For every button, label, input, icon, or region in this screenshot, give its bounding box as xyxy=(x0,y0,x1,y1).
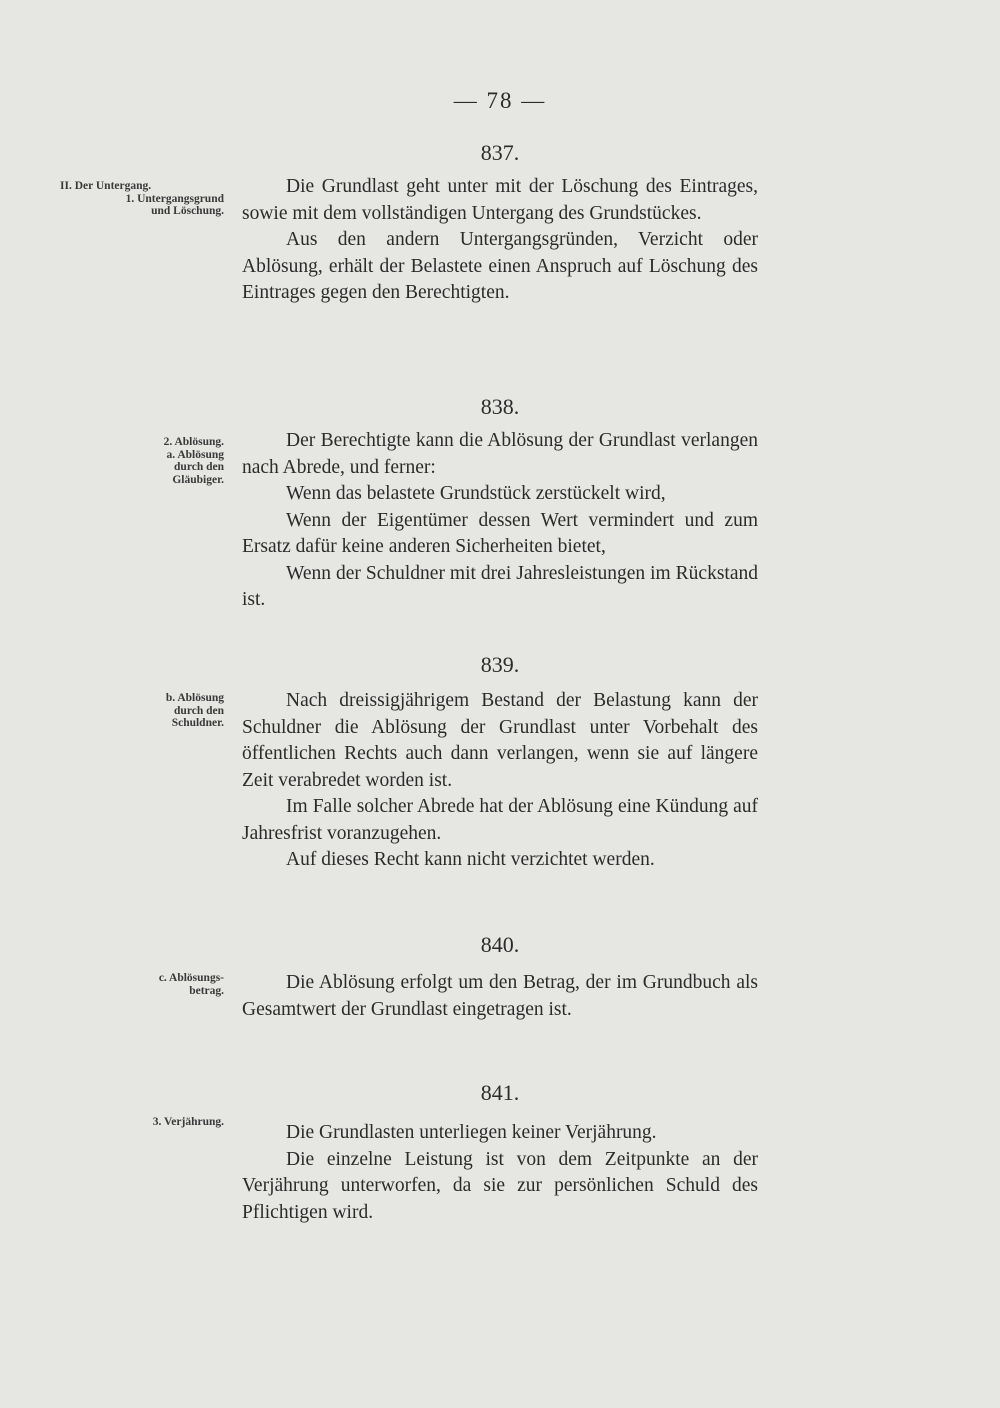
article-number-838: 838. xyxy=(480,394,520,419)
margin-note-838 xyxy=(60,436,224,486)
margin-line: 1. Untergangsgrund xyxy=(125,192,224,205)
margin-line: c. Ablösungs- xyxy=(158,972,224,984)
margin-line: Gläubiger. xyxy=(172,473,224,486)
article-body-840 xyxy=(242,970,758,1023)
paragraph: Die Grundlasten unterliegen keiner Verjährung. xyxy=(286,1122,657,1143)
article-number-840: 840. xyxy=(480,932,520,957)
paragraph: Der Berechtigte kann die Ablösung der Grundlast verlangen nach Abrede, und ferner: xyxy=(242,430,758,478)
article-body-841 xyxy=(242,1120,758,1226)
margin-line: II. Der Untergang. xyxy=(60,180,152,192)
paragraph: Aus den andern Untergangsgründen, Verzicht oder Ablösung, erhält der Belastete einen Anspruch auf Löschung des Eintrages gegen den Berechtigten. xyxy=(242,229,758,303)
article-body-837 xyxy=(242,174,758,307)
article-number-839: 839. xyxy=(480,652,520,677)
paragraph: Wenn das belastete Grundstück zerstückelt wird, xyxy=(286,483,666,504)
paragraph: Nach dreissigjährigem Bestand der Belastung kann der Schuldner die Ablösung der Grundlast unter Vorbehalt des öffentlichen Rechts auch dann verlangen, wenn sie auf längere Zeit verabredet worden ist. xyxy=(242,690,758,791)
margin-line: durch den xyxy=(174,704,224,717)
margin-line: betrag. xyxy=(189,984,224,997)
margin-line: b. Ablösung xyxy=(165,692,224,704)
margin-line: 2. Ablösung. xyxy=(163,436,224,448)
margin-note-841 xyxy=(60,1116,224,1129)
paragraph: Die einzelne Leistung ist von dem Zeitpunkte an der Verjährung unterworfen, da sie zur persönlichen Schuld des Pflichtigen wird. xyxy=(242,1148,758,1223)
page-number: — 78 — xyxy=(453,88,547,113)
margin-note-839 xyxy=(60,692,224,730)
paragraph: Wenn der Schuldner mit drei Jahresleistungen im Rückstand ist. xyxy=(242,562,758,610)
article-number-837: 837. xyxy=(480,140,520,165)
margin-line: und Löschung. xyxy=(151,205,224,217)
margin-line: 3. Verjährung. xyxy=(152,1116,224,1128)
margin-line: durch den xyxy=(174,461,224,473)
article-body-838 xyxy=(242,428,758,614)
paragraph: Auf dieses Recht kann nicht verzichtet werden. xyxy=(286,849,655,870)
margin-line: Schuldner. xyxy=(171,717,224,729)
paragraph: Im Falle solcher Abrede hat der Ablösung eine Kündung auf Jahresfrist voranzugehen. xyxy=(242,796,758,844)
paragraph: Die Ablösung erfolgt um den Betrag, der im Grundbuch als Gesamtwert der Grundlast eingetragen ist. xyxy=(242,972,758,1020)
article-number-841: 841. xyxy=(480,1080,520,1105)
margin-note-840 xyxy=(60,972,224,997)
article-body-839 xyxy=(242,688,758,874)
margin-note-837 xyxy=(60,180,224,218)
paragraph: Die Grundlast geht unter mit der Löschung des Eintrages, sowie mit dem vollständigen Untergang des Grundstückes. xyxy=(242,176,758,224)
margin-line: a. Ablösung xyxy=(166,448,224,461)
paragraph: Wenn der Eigentümer dessen Wert vermindert und zum Ersatz dafür keine anderen Sicherheiten bietet, xyxy=(242,509,758,557)
